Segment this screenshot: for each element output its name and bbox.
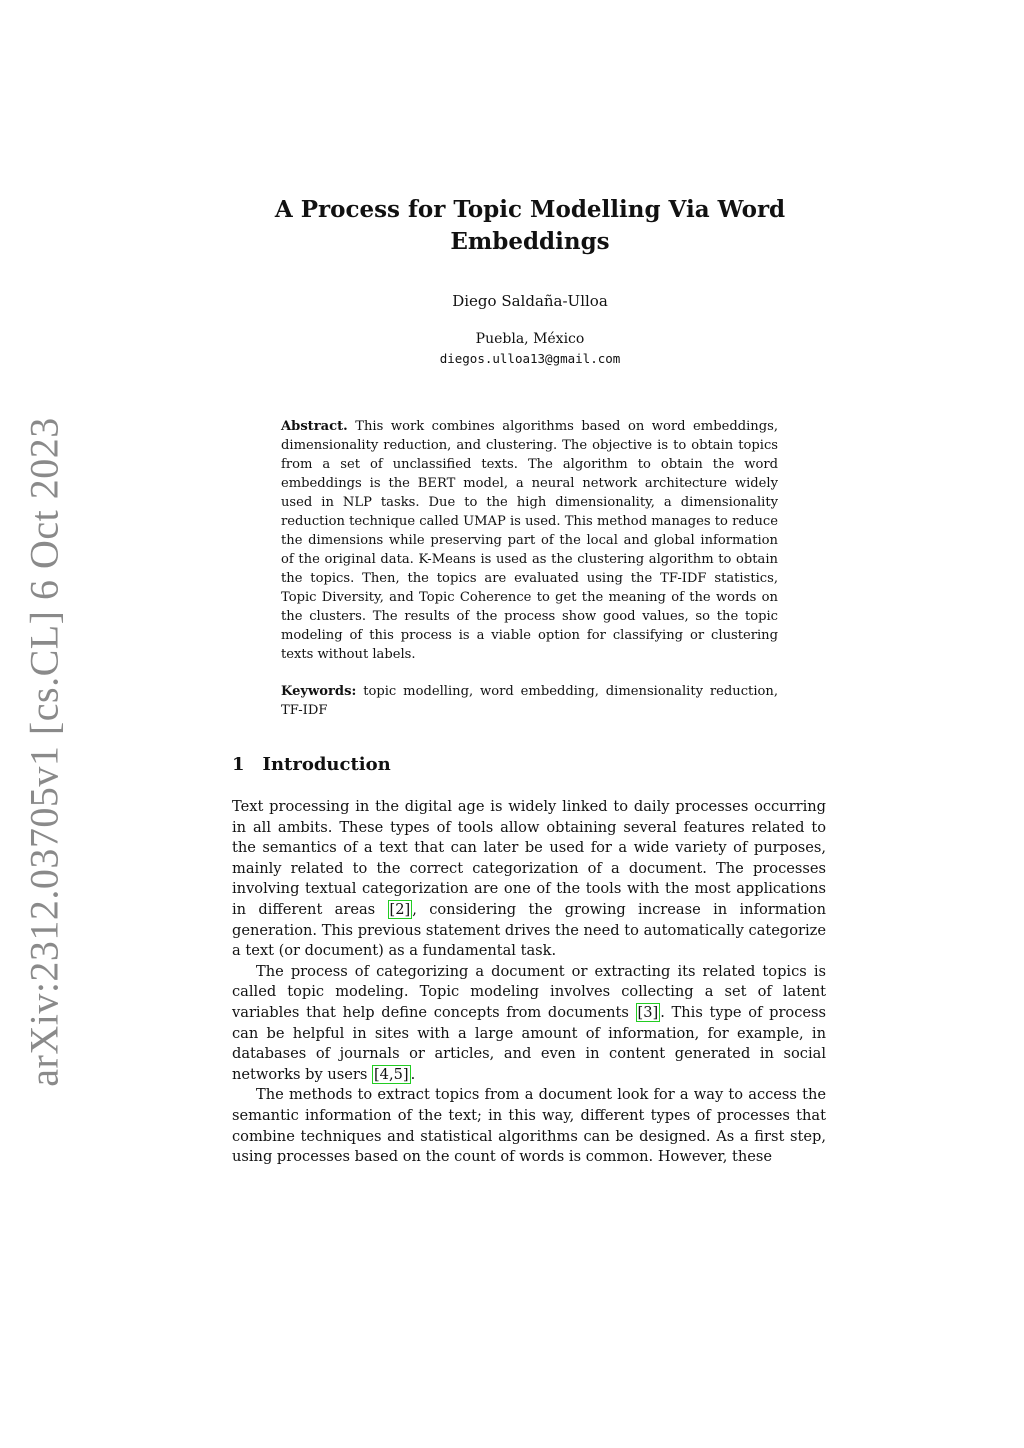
paper-title: A Process for Topic Modelling Via Word Embeddings: [274, 196, 786, 255]
paragraph-1: [232, 797, 826, 962]
paragraph-2: [232, 962, 826, 1086]
keywords: [281, 682, 778, 720]
section-title: Introduction: [262, 754, 391, 775]
introduction-body: [232, 797, 826, 1168]
citation-link[interactable]: [2]: [389, 900, 411, 918]
paragraph-2-text-c: .: [410, 1065, 416, 1083]
paragraph-1-text-b: , considering the growing increase in information generation. This previous statement drives the need to automatically categorize a text (or document) as a fundamental task.: [232, 900, 826, 960]
arxiv-side-stamp: arXiv:2312.03705v1 [cs.CL] 6 Oct 2023: [21, 417, 67, 1087]
paragraph-3: The methods to extract topics from a document look for a way to access the semantic information of the text; in this way, different types of processes that combine techniques and statistical algorithms can be designed. As a first step, using processes based on the count of words is common. However, these: [232, 1086, 826, 1166]
abstract: [281, 417, 778, 664]
section-heading: [232, 754, 391, 775]
paragraph-2-text-b: . This type of process can be helpful in sites with a large amount of information, for example, in databases of journals or articles, and even in content generated in social networks by users: [232, 1003, 826, 1083]
abstract-label: Abstract.: [281, 419, 348, 434]
citation-link[interactable]: [4,5]: [373, 1065, 409, 1083]
affiliation-location: Puebla, México: [475, 331, 585, 347]
author-email[interactable]: diegos.ulloa13@gmail.com: [439, 351, 621, 366]
section-number: 1: [232, 754, 245, 775]
author-name: Diego Saldaña-Ulloa: [452, 292, 608, 310]
paragraph-2-text-a: The process of categorizing a document or extracting its related topics is called topic modeling. Topic modeling involves collecting a set of latent variables that help define concepts from documents: [232, 962, 826, 1021]
keywords-label: Keywords:: [281, 684, 357, 699]
citation-link[interactable]: [3]: [637, 1003, 659, 1021]
paragraph-1-text-a: Text processing in the digital age is widely linked to daily processes occurring in all ambits. These types of tools allow obtaining several features related to the semantics of a text that can later be used for a wide variety of purposes, mainly related to the correct categorization of a document. The processes involving textual categorization are one of the tools with the most applications in different areas: [232, 798, 826, 918]
affiliation-block: [240, 330, 820, 368]
abstract-text: This work combines algorithms based on word embeddings, dimensionality reduction, and clustering. The objective is to obtain topics from a set of unclassified texts. The algorithm to obtain the word embeddings is the BERT model, a neural network architecture widely used in NLP tasks. Due to the high dimensionality, a dimensionality reduction technique called UMAP is used. This method manages to reduce the dimensions while preserving part of the local and global information of the original data. K-Means is used as the clustering algorithm to obtain the topics. Then, the topics are evaluated using the TF-IDF statistics, Topic Diversity, and Topic Coherence to get the meaning of the words on the clusters. The results of the process show good values, so the topic modeling of this process is a viable option for classifying or clustering texts without labels.: [281, 419, 778, 662]
keywords-text: topic modelling, word embedding, dimensionality reduction, TF-IDF: [281, 684, 778, 718]
